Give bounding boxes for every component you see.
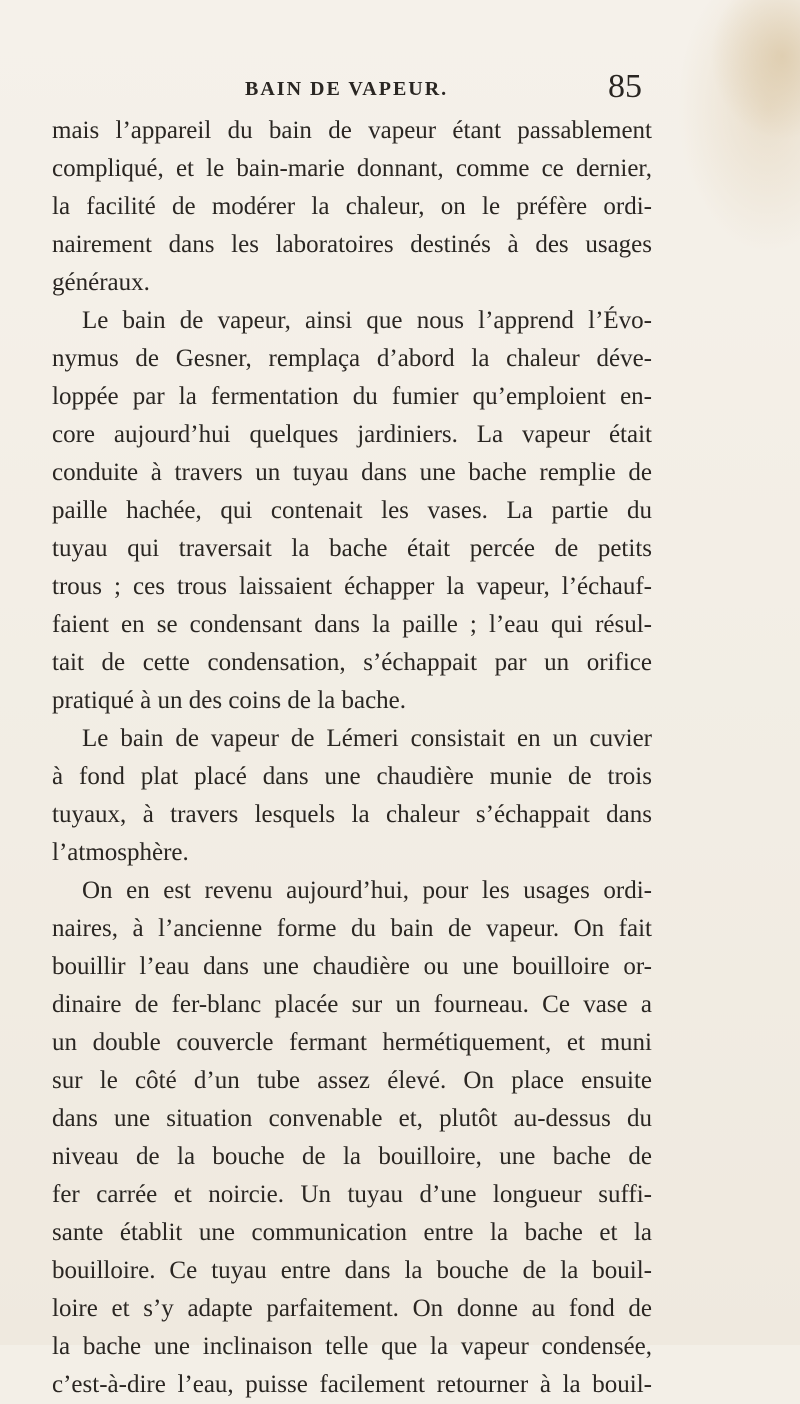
text-line: Le bain de vapeur de Lémeri consistait en un cuvier [82,725,652,752]
text-line: c’est-à-dire l’eau, puisse facilement retourner à la bouil- [52,1371,652,1398]
text-line: paille hachée, qui contenait les vases. La partie du [52,497,652,524]
text-line: nymus de Gesner, remplaça d’abord la chaleur déve- [52,345,652,372]
running-title: BAIN DE VAPEUR. [245,78,449,100]
text-line: généraux. [52,269,150,296]
text-line: l’atmosphère. [52,839,189,866]
text-line: la facilité de modérer la chaleur, on le préfère ordi- [52,193,652,220]
paper-stain [710,0,800,140]
page-number: 85 [608,68,642,105]
text-line: dinaire de fer-blanc placée sur un fourneau. Ce vase a [52,991,652,1018]
text-line: sante établit une communication entre la bache et la [52,1219,652,1246]
text-line: bouillir l’eau dans une chaudière ou une bouilloire or- [52,953,652,980]
text-line: tuyaux, à travers lesquels la chaleur s’échappait dans [52,801,652,828]
text-line: à fond plat placé dans une chaudière munie de trois [52,763,652,790]
text-line: mais l’appareil du bain de vapeur étant passablement [52,117,652,144]
text-line: dans une situation convenable et, plutôt au-dessus du [52,1105,652,1132]
text-line: core aujourd’hui quelques jardiniers. La vapeur était [52,421,652,448]
text-line: conduite à travers un tuyau dans une bache remplie de [52,459,652,486]
text-line: Le bain de vapeur, ainsi que nous l’apprend l’Évo- [82,307,652,334]
text-line: naires, à l’ancienne forme du bain de vapeur. On fait [52,915,652,942]
text-line: la bache une inclinaison telle que la vapeur condensée, [52,1333,652,1360]
text-line: tait de cette condensation, s’échappait par un orifice [52,649,652,676]
text-line: niveau de la bouche de la bouilloire, une bache de [52,1143,652,1170]
text-line: loire et s’y adapte parfaitement. On donne au fond de [52,1295,652,1322]
text-line: On en est revenu aujourd’hui, pour les usages ordi- [82,877,652,904]
text-line: trous ; ces trous laissaient échapper la vapeur, l’échauf- [52,573,652,600]
text-line: tuyau qui traversait la bache était percée de petits [52,535,652,562]
text-line: nairement dans les laboratoires destinés à des usages [52,231,652,258]
text-line: faient en se condensant dans la paille ; l’eau qui résul- [52,611,652,638]
text-line: un double couvercle fermant hermétiquement, et muni [52,1029,652,1056]
text-line: fer carrée et noircie. Un tuyau d’une longueur suffi- [52,1181,652,1208]
text-line: compliqué, et le bain-marie donnant, comme ce dernier, [52,155,652,182]
text-line: sur le côté d’un tube assez élevé. On place ensuite [52,1067,652,1094]
text-line: bouilloire. Ce tuyau entre dans la bouche de la bouil- [52,1257,652,1284]
text-line: loppée par la fermentation du fumier qu’emploient en- [52,383,652,410]
running-header [0,68,800,114]
text-line: pratiqué à un des coins de la bache. [52,687,407,714]
